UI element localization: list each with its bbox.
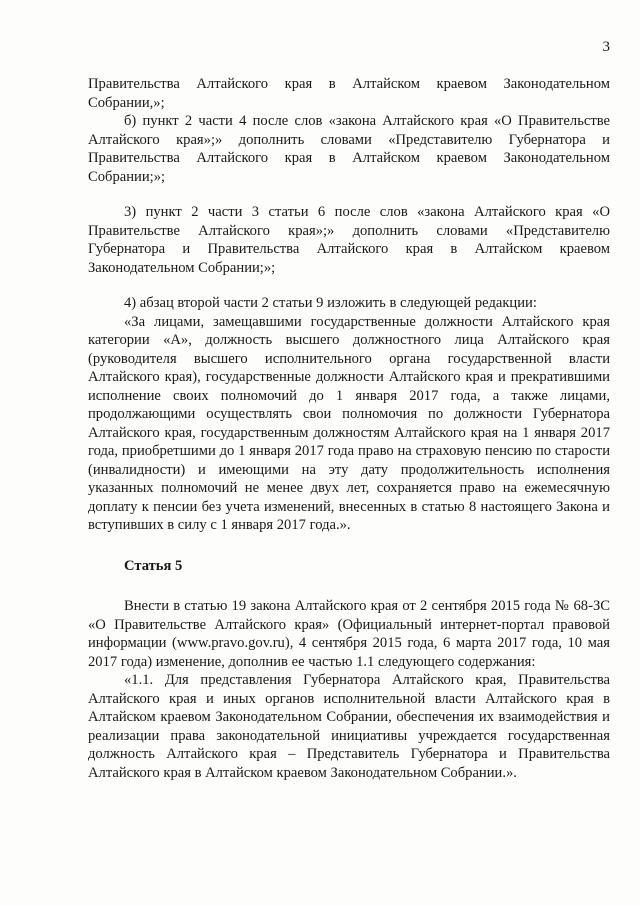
paragraph-spacer <box>88 575 610 597</box>
paragraph-item-3: 3) пункт 2 части 3 статьи 6 после слов «закона Алтайского края «О Правительстве Алтайского края»;» дополнить словами «Представителю Губернатора и Правительства Алтайского края в Алтайском краевом Законодательном Собрании;»; <box>88 204 610 276</box>
paragraph-item-b: б) пункт 2 части 4 после слов «закона Алтайского края «О Правительстве Алтайского края»;» дополнить словами «Представителю Губернатора и Правительства Алтайского края в Алтайском краевом Законодательном Собрании;»; <box>88 113 610 185</box>
paragraph-quote-part-1-1: «1.1. Для представления Губернатора Алтайского края, Правительства Алтайского края и иных органов исполнительной власти Алтайского края в Алтайском краевом Законодательном Собрании, обеспечения их взаимодействия и реализации права законодательной инициативы учреждается государственная должность Алтайского края – Представитель Губернатора и Правительства Алтайского края в Алтайском краевом Законодательном Собрании.». <box>88 672 610 781</box>
paragraph-continuation: Правительства Алтайского края в Алтайском краевом Законодательном Собрании,»; <box>88 76 610 111</box>
page-number: 3 <box>602 39 610 55</box>
paragraph-spacer <box>88 535 610 557</box>
paragraph-spacer <box>88 277 610 294</box>
paragraph-spacer <box>88 186 610 203</box>
paragraph-item-4: 4) абзац второй части 2 статьи 9 изложить в следующей редакции: <box>124 295 537 311</box>
paragraph-quote-article-9: «За лицами, замещавшими государственные должности Алтайского края категории «А», должность высшего должностного лица Алтайского края (руководителя высшего исполнительного органа государственной власти Алтайского края), государственные должности Алтайского края и прекратившими исполнение своих полномочий до 1 января 2017 года, а также лицами, продолжающими осуществлять свои полномочия по должности Губернатора Алтайского края, государственным должностям Алтайского края на 1 января 2017 года, приобретшими до 1 января 2017 года право на страховую пенсию по старости (инвалидности) и имеющими на эту дату продолжительность исполнения указанных полномочий не менее двух лет, сохраняется право на ежемесячную доплату к пенсии без учета изменений, внесенных в статью 8 настоящего Закона и вступивших в силу с 1 января 2017 года.». <box>88 313 610 533</box>
paragraph-article-5-intro: Внести в статью 19 закона Алтайского края от 2 сентября 2015 года № 68-ЗС «О Правительстве Алтайского края» (Официальный интернет-портал правовой информации (www.pravo.gov.ru), 4 сентября 2015 года, 6 марта 2017 года, 10 мая 2017 года) изменение, дополнив ее частью 1.1 следующего содержания: <box>88 598 610 670</box>
article-heading: Статья 5 <box>124 557 183 574</box>
document-body <box>88 75 610 782</box>
